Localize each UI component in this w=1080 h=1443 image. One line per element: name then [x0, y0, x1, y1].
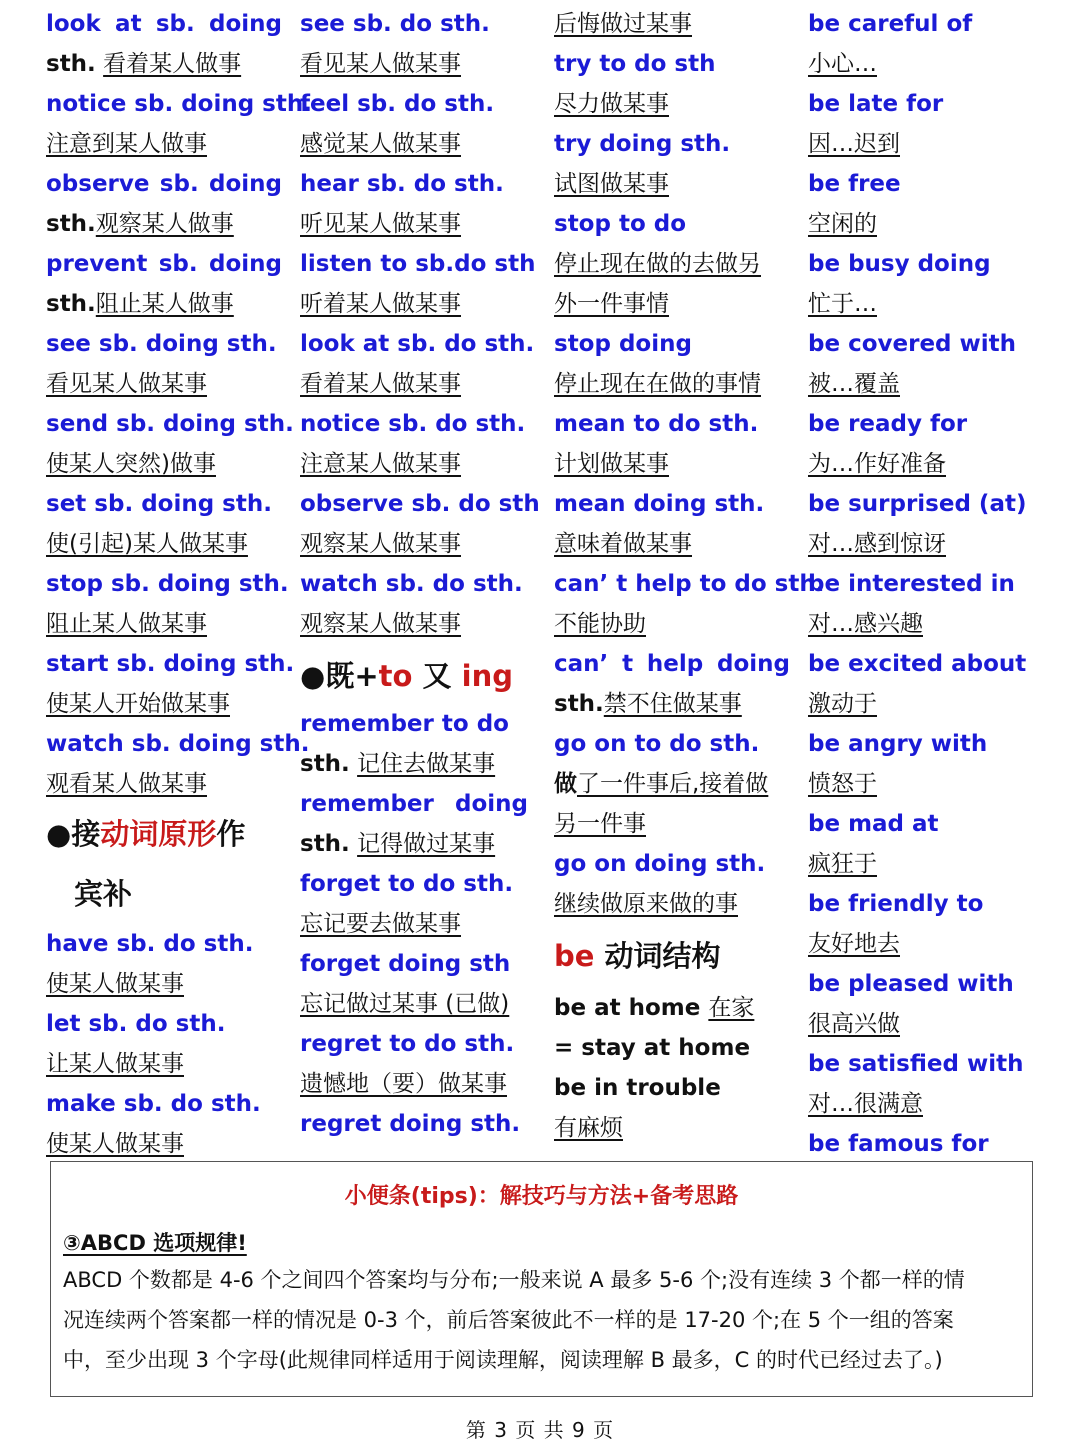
- phrase-cn: 使某人做某事: [46, 1131, 184, 1157]
- heading-highlight: to: [378, 659, 413, 693]
- phrase-en: be excited about: [808, 651, 1027, 677]
- phrase-en: observe sb. do sth: [300, 491, 540, 517]
- phrase-cn: 友好地去: [808, 931, 900, 957]
- phrase-line: [554, 988, 790, 1028]
- phrase-cn: 疯狂于: [808, 851, 877, 877]
- heading-highlight: 动词原形: [100, 817, 217, 851]
- phrase-en: can’ t help doing: [554, 651, 790, 677]
- phrase-en: notice sb. doing sth.: [46, 91, 312, 117]
- phrase-cn: 另一件事: [554, 811, 646, 837]
- phrase-en: let sb. do sth.: [46, 1011, 226, 1037]
- phrase-en: regret to do sth.: [300, 1031, 515, 1057]
- phrase-cn: 忘记要去做某事: [300, 911, 461, 937]
- page-footer: 第 3 页 共 9 页: [465, 1418, 615, 1442]
- phrase-cn: 不能协助: [554, 611, 646, 637]
- phrase-cn: 听着某人做某事: [300, 291, 461, 317]
- phrase-cn: 记得做过某事: [357, 831, 496, 857]
- phrase-en: watch sb. do sth.: [300, 571, 523, 597]
- heading-part: 作: [216, 817, 246, 851]
- phrase-cn: 观察某人做某事: [300, 611, 461, 637]
- phrase-cn: 后悔做过某事: [554, 11, 692, 37]
- heading-part: 又: [412, 659, 462, 693]
- phrase-en: be satisfied with: [808, 1051, 1024, 1077]
- phrase-en: make sb. do sth.: [46, 1091, 261, 1117]
- phrase-cn: 忙于…: [808, 291, 877, 317]
- section-heading: [46, 804, 282, 864]
- phrase-cn: 外一件事情: [554, 291, 669, 317]
- phrase-en: watch sb. doing sth.: [46, 731, 310, 757]
- phrase-en: notice sb. do sth.: [300, 411, 526, 437]
- phrase-en: stop sb. doing sth.: [46, 571, 289, 597]
- phrase-en: be friendly to: [808, 891, 984, 917]
- bullet-icon: ●: [300, 659, 326, 693]
- heading-highlight: ing: [461, 659, 513, 693]
- phrase-en: be careful of: [808, 11, 973, 37]
- phrase-cn: 了一件事后,接着做: [577, 771, 769, 797]
- phrase-en: see sb. doing sth.: [46, 331, 277, 357]
- tips-body: [63, 1260, 1024, 1380]
- phrase-cn: 看着某人做某事: [300, 371, 461, 397]
- section-heading: [300, 644, 528, 704]
- phrase-en: set sb. doing sth.: [46, 491, 272, 517]
- phrase-en: sth.: [46, 211, 96, 237]
- phrase-cn: 继续做原来做的事: [554, 891, 738, 917]
- phrase-en: stop to do: [554, 211, 687, 237]
- phrase-cn: 看见某人做某事: [300, 51, 461, 77]
- phrase-en: be interested in: [808, 571, 1015, 597]
- phrase-en: forget doing sth: [300, 951, 511, 977]
- phrase-en: be ready for: [808, 411, 968, 437]
- phrase-en: send sb. doing sth.: [46, 411, 294, 437]
- phrase-en: = stay at home: [554, 1035, 751, 1061]
- phrase-line: [300, 824, 528, 864]
- phrase-cn: 听见某人做某事: [300, 211, 461, 237]
- phrase-en: mean doing sth.: [554, 491, 765, 517]
- heading-part: 接: [71, 817, 101, 851]
- phrase-en: sth.: [46, 291, 96, 317]
- phrase-en: listen to sb.do sth: [300, 251, 536, 277]
- phrase-en: sth.: [46, 51, 96, 77]
- phrase-cn: 观察某人做事: [95, 211, 234, 237]
- phrase-cn: 对…很满意: [808, 1091, 923, 1117]
- tips-title: 小便条(tips)：解技巧与方法+备考思路: [344, 1184, 739, 1209]
- phrase-cn: 遗憾地（要）做某事: [300, 1071, 507, 1097]
- phrase-en: prevent sb. doing: [46, 251, 282, 277]
- tips-line: 况连续两个答案都一样的情况是 0-3 个，前后答案彼此不一样的是 17-20 个;在 5 个一组的答案: [63, 1308, 954, 1332]
- phrase-en: go on to do sth.: [554, 731, 760, 757]
- phrase-cn: 使某人开始做某事: [46, 691, 230, 717]
- phrase-cn: 看着某人做事: [103, 51, 242, 77]
- phrase-cn: 做: [554, 771, 577, 797]
- phrase-cn: 意味着做某事: [554, 531, 692, 557]
- phrase-en: be in trouble: [554, 1075, 721, 1101]
- phrase-en: feel sb. do sth.: [300, 91, 495, 117]
- phrase-en: look at sb. doing: [46, 11, 282, 37]
- phrase-en: stop doing: [554, 331, 692, 357]
- phrase-en: regret doing sth.: [300, 1111, 521, 1137]
- heading-part: 既+: [325, 659, 379, 693]
- phrase-cn: 看见某人做某事: [46, 371, 207, 397]
- phrase-line: [46, 44, 282, 84]
- column-3: [554, 4, 825, 1148]
- phrase-cn: 因…迟到: [808, 131, 900, 157]
- phrase-en: mean to do sth.: [554, 411, 759, 437]
- phrase-en: be free: [808, 171, 901, 197]
- phrase-cn: 试图做某事: [554, 171, 669, 197]
- phrase-en: can’ t help to do sth.: [554, 571, 825, 597]
- phrase-en: be angry with: [808, 731, 988, 757]
- phrase-cn: 忘记做过某事 (已做): [300, 991, 510, 1017]
- phrase-cn: 尽力做某事: [554, 91, 669, 117]
- phrase-cn: 很高兴做: [808, 1011, 900, 1037]
- phrase-cn: 阻止某人做某事: [46, 611, 207, 637]
- phrase-cn: 为…作好准备: [808, 451, 946, 477]
- phrase-cn: 观察某人做某事: [300, 531, 461, 557]
- phrase-en: forget to do sth.: [300, 871, 514, 897]
- heading-highlight: be: [554, 939, 595, 973]
- phrase-en: sth.: [554, 691, 604, 717]
- tips-line: 中，至少出现 3 个字母(此规律同样适用于阅读理解，阅读理解 B 最多，C 的时代已经过去了。): [63, 1348, 943, 1372]
- section-heading: [554, 924, 790, 988]
- column-2: [300, 4, 540, 1144]
- phrase-cn: 让某人做某事: [46, 1051, 184, 1077]
- phrase-cn: 对…感到惊讶: [808, 531, 946, 557]
- phrase-cn: 被…覆盖: [808, 371, 900, 397]
- phrase-line: [46, 284, 282, 324]
- heading-part: 动词结构: [594, 939, 721, 973]
- phrase-en: be surprised (at): [808, 491, 1027, 517]
- phrase-cn: 使某人做某事: [46, 971, 184, 997]
- phrase-cn: 感觉某人做某事: [300, 131, 461, 157]
- phrase-en: be pleased with: [808, 971, 1014, 997]
- phrase-en: hear sb. do sth.: [300, 171, 504, 197]
- phrase-cn: 激动于: [808, 691, 877, 717]
- phrase-en: see sb. do sth.: [300, 11, 490, 37]
- phrase-line: [300, 744, 528, 784]
- phrase-en: sth.: [300, 751, 350, 777]
- phrase-cn: 有麻烦: [554, 1115, 623, 1141]
- phrase-en: be at home: [554, 995, 701, 1021]
- phrase-line: [554, 764, 790, 804]
- phrase-cn: 观看某人做某事: [46, 771, 207, 797]
- phrase-en: try doing sth.: [554, 131, 731, 157]
- phrase-en: be mad at: [808, 811, 939, 837]
- phrase-cn: 阻止某人做事: [95, 291, 234, 317]
- tips-subtitle: ③ABCD 选项规律!: [63, 1231, 247, 1255]
- phrase-line: [46, 204, 282, 244]
- phrase-cn: 注意某人做某事: [300, 451, 461, 477]
- bullet-icon: ●: [46, 817, 72, 851]
- phrase-cn: 使某人突然)做事: [46, 451, 216, 477]
- phrase-cn: 使(引起)某人做某事: [46, 531, 248, 557]
- phrase-en: start sb. doing sth.: [46, 651, 295, 677]
- phrase-en: try to do sth: [554, 51, 716, 77]
- phrase-cn: 停止现在做的去做另: [554, 251, 761, 277]
- phrase-cn: 停止现在在做的事情: [554, 371, 761, 397]
- phrase-en: remember to do: [300, 711, 509, 737]
- phrase-en: look at sb. do sth.: [300, 331, 535, 357]
- phrase-line: [554, 684, 790, 724]
- phrase-cn: 计划做某事: [554, 451, 669, 477]
- phrase-en: be famous for: [808, 1131, 989, 1157]
- phrase-cn: 对…感兴趣: [808, 611, 923, 637]
- phrase-en: have sb. do sth.: [46, 931, 254, 957]
- phrase-cn: 愤怒于: [808, 771, 877, 797]
- section-heading-line2: 宾补: [74, 877, 133, 911]
- phrase-en: remember doing: [300, 791, 528, 817]
- phrase-cn: 小心…: [808, 51, 877, 77]
- phrase-cn: 注意到某人做事: [46, 131, 207, 157]
- column-4: [808, 4, 1048, 1164]
- phrase-en: be late for: [808, 91, 944, 117]
- phrase-cn: 记住去做某事: [357, 751, 496, 777]
- phrase-cn: 在家: [708, 995, 755, 1021]
- phrase-cn: 禁不住做某事: [603, 691, 742, 717]
- phrase-en: be busy doing: [808, 251, 991, 277]
- phrase-en: go on doing sth.: [554, 851, 766, 877]
- tips-box: [50, 1161, 1033, 1397]
- phrase-en: sth.: [300, 831, 350, 857]
- phrase-cn: 空闲的: [808, 211, 877, 237]
- phrase-en: be covered with: [808, 331, 1017, 357]
- phrase-en: observe sb. doing: [46, 171, 282, 197]
- column-1: [46, 4, 312, 1164]
- tips-line: ABCD 个数都是 4-6 个之间四个答案均与分布;一般来说 A 最多 5-6 个;没有连续 3 个都一样的情: [63, 1268, 965, 1292]
